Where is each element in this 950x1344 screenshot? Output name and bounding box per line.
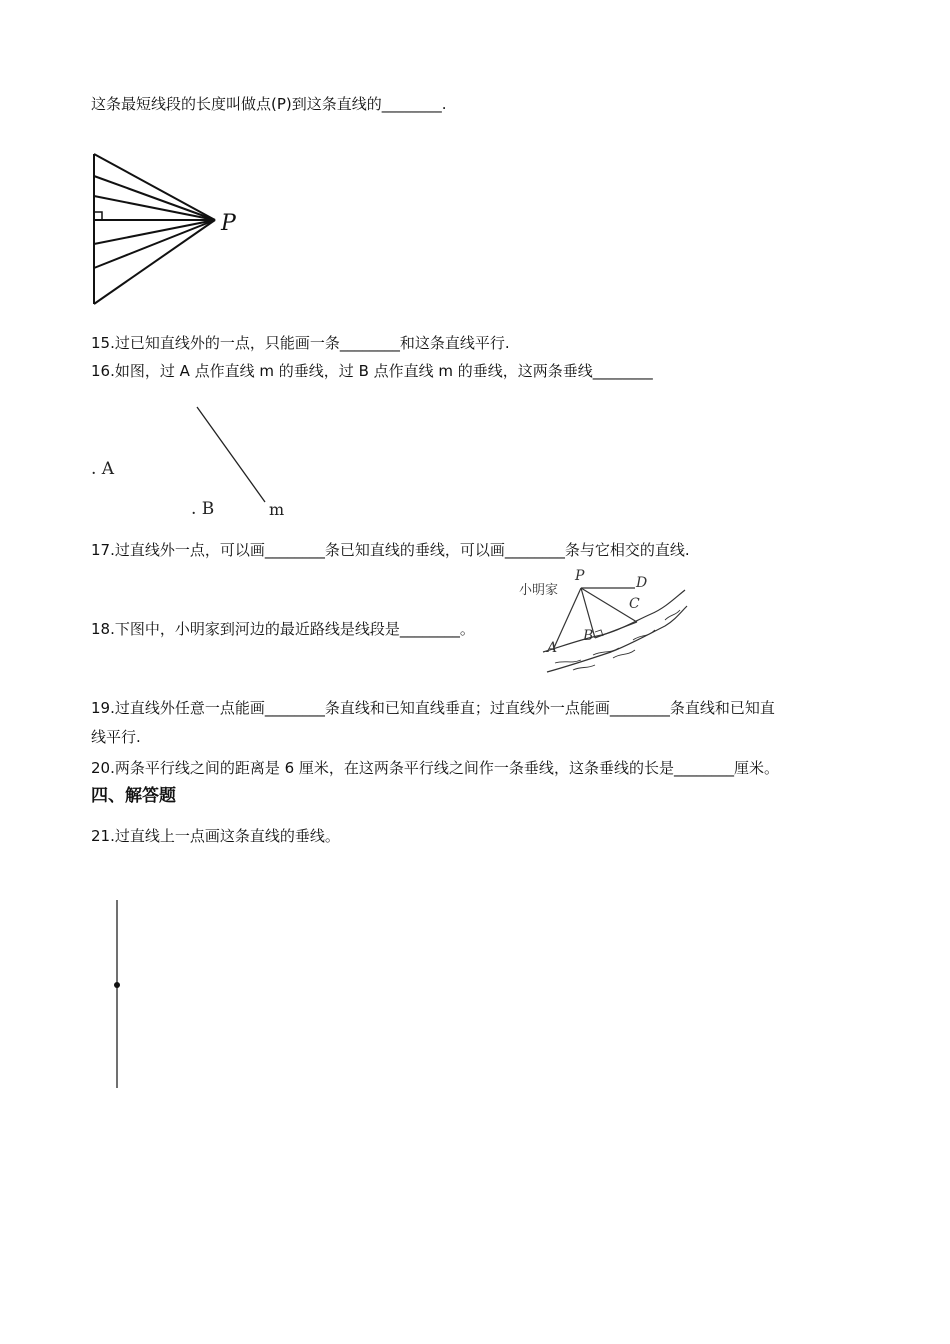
- point-b-label: . B: [191, 499, 215, 519]
- point-p-river-label: P: [575, 568, 585, 584]
- point-p-label: P: [221, 211, 236, 236]
- point-a-river-label: A: [547, 640, 558, 656]
- question-18: 18.下图中，小明家到河边的最近路线是线段是________。: [91, 620, 475, 638]
- question-16: 16.如图，过 A 点作直线 m 的垂线，过 B 点作直线 m 的垂线，这两条垂线________: [91, 362, 653, 380]
- home-label: 小明家: [519, 583, 559, 598]
- point-b-river-label: B: [583, 628, 594, 644]
- line-with-point-figure: [108, 898, 128, 1092]
- question-19-line-1: 19.过直线外任意一点能画________条直线和已知直线垂直；过直线外一点能画________条直线和已知直: [91, 699, 775, 717]
- question-17: 17.过直线外一点，可以画________条已知直线的垂线，可以画________条与它相交的直线.: [91, 541, 690, 559]
- line-m-label: m: [269, 500, 285, 519]
- home-river-figure: [515, 568, 690, 683]
- question-15: 15.过已知直线外的一点，只能画一条________和这条直线平行.: [91, 334, 510, 352]
- point-a-label: . A: [91, 459, 115, 479]
- question-19-line-2: 线平行.: [91, 728, 141, 746]
- intro-line: 这条最短线段的长度叫做点(P)到这条直线的________.: [91, 95, 447, 113]
- question-20: 20.两条平行线之间的距离是 6 厘米，在这两条平行线之间作一条垂线，这条垂线的长是________厘米。: [91, 759, 779, 777]
- point-c-label: C: [629, 596, 640, 612]
- perpendicular-shortest-figure: [88, 150, 258, 310]
- line-m-figure: [88, 400, 308, 525]
- question-21: 21.过直线上一点画这条直线的垂线。: [91, 827, 340, 845]
- section-4-heading: 四、解答题: [91, 786, 176, 806]
- point-d-label: D: [636, 575, 648, 591]
